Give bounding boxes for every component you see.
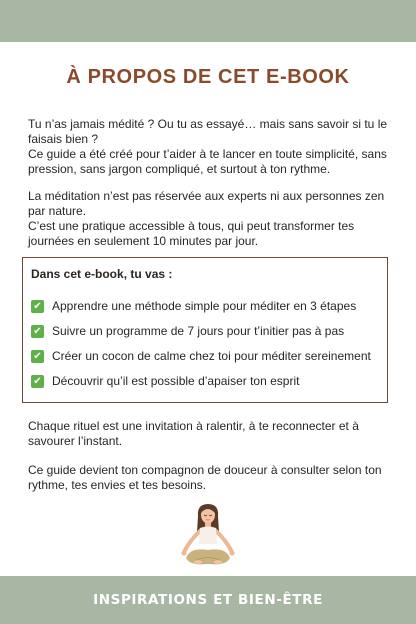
list-item-text: Apprendre une méthode simple pour méditer en 3 étapes <box>52 299 357 313</box>
list-item-text: Découvrir qu’il est possible d’apaiser ton esprit <box>52 374 300 388</box>
footer-text: INSPIRATIONS ET BIEN-ÊTRE <box>93 592 323 608</box>
benefits-list <box>31 298 371 398</box>
outro-paragraph-2 <box>28 463 394 493</box>
list-item <box>31 348 371 364</box>
list-item-text: Suivre un programme de 7 jours pour t’initier pas à pas <box>52 324 345 338</box>
check-icon: ✔ <box>31 325 44 338</box>
list-item <box>31 298 371 314</box>
list-item <box>31 373 371 389</box>
top-band <box>0 0 416 42</box>
box-heading: Dans cet e-book, tu vas : <box>31 267 173 281</box>
meditating-woman-illustration <box>176 500 240 578</box>
outro-text-2: Ce guide devient ton compagnon de douceur à consulter selon ton rythme, tes envies et tes besoins. <box>28 463 382 492</box>
outro-text-1: Chaque rituel est une invitation à ralentir, à te reconnecter et à savourer l’instant. <box>28 419 359 448</box>
check-icon: ✔ <box>31 350 44 363</box>
meditation-line-1: La méditation n’est pas réservée aux experts ni aux personnes zen par nature. <box>28 189 385 218</box>
check-icon: ✔ <box>31 375 44 388</box>
check-icon: ✔ <box>31 300 44 313</box>
intro-text <box>28 117 394 177</box>
intro-line-1: Tu n’as jamais médité ? Ou tu as essayé… mais sans savoir si tu le faisais bien ? <box>28 117 388 146</box>
intro-line-2: Ce guide a été créé pour t’aider à te lancer en toute simplicité, sans pression, sans jargon compliqué, et surtout à ton rythme. <box>28 147 387 176</box>
list-item <box>31 323 371 339</box>
page-title: À PROPOS DE CET E-BOOK <box>66 66 350 88</box>
benefits-box <box>22 257 388 403</box>
bottom-band <box>0 576 416 624</box>
meditation-text <box>28 189 394 249</box>
outro-paragraph-1 <box>28 419 394 449</box>
list-item-text: Créer un cocon de calme chez toi pour méditer sereinement <box>52 349 371 363</box>
meditation-line-2: C’est une pratique accessible à tous, qui peut transformer tes journées en seulement 10 minutes par jour. <box>28 219 355 248</box>
